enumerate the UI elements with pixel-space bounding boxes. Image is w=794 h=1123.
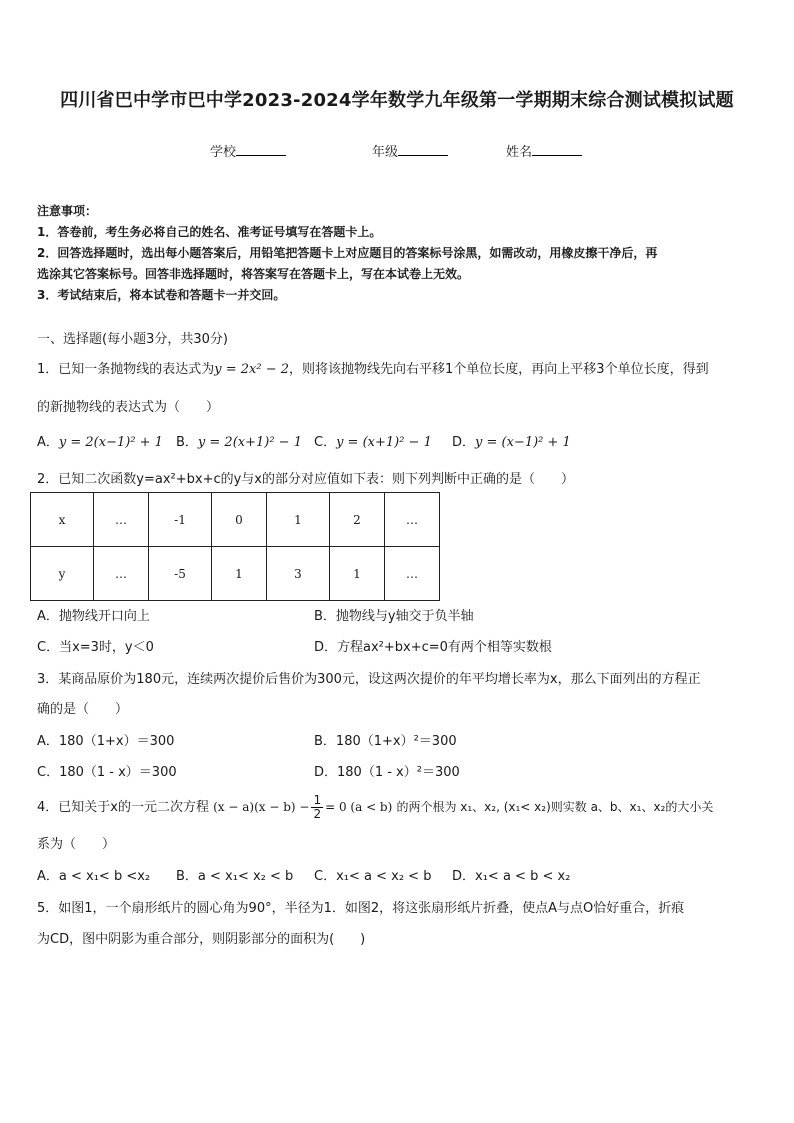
question-5: 5．如图1，一个扇形纸片的圆心角为90°，半径为1．如图2，将这张扇形纸片折叠，使点A与点O恰好重合，折痕 xyxy=(37,901,685,916)
q1-option-b[interactable] xyxy=(176,431,302,450)
name-label: 姓名 xyxy=(506,145,533,160)
notice-item-2a: 2．回答选择题时，选出每小题答案后，用铅笔把答题卡上对应题目的答案标号涂黑，如需改动，用橡皮擦干净后，再 xyxy=(37,246,658,260)
question-4 xyxy=(37,792,757,823)
page-title: 四川省巴中学市巴中学2023-2024学年数学九年级第一学期期末综合测试模拟试题 xyxy=(60,90,734,111)
table-cell: x xyxy=(31,493,94,547)
table-cell: -1 xyxy=(149,493,212,547)
table-cell: 0 xyxy=(212,493,267,547)
q1-option-c-label: C． xyxy=(314,435,337,450)
q1-post: ，则将该抛物线先向右平移1个单位长度，再向上平移3个单位长度，得到 xyxy=(289,362,709,377)
q5-line2: 为CD，图中阴影为重合部分，则阴影部分的面积为( ) xyxy=(37,932,366,947)
q1-option-a-expr: y = 2(x−1)² + 1 xyxy=(58,435,163,450)
q1-option-c[interactable] xyxy=(314,431,432,450)
question-1 xyxy=(37,358,757,377)
q1-option-b-label: B． xyxy=(176,435,198,450)
table-cell: -5 xyxy=(149,547,212,601)
grade-blank[interactable] xyxy=(398,143,448,156)
q4-pre: 4．已知关于x的一元二次方程 xyxy=(37,800,209,815)
school-blank[interactable] xyxy=(236,143,286,156)
table-cell: 2 xyxy=(330,493,385,547)
q4-option-d[interactable]: D．x₁< a < b < x₂ xyxy=(452,869,571,884)
table-cell: 1 xyxy=(212,547,267,601)
notice-item-1: 1．答卷前，考生务必将自己的姓名、准考证号填写在答题卡上。 xyxy=(37,225,382,239)
q2-option-a[interactable]: A．抛物线开口向上 xyxy=(37,609,150,624)
question-2: 2．已知二次函数y=ax²+bx+c的y与x的部分对应值如下表：则下列判断中正确的是（ ） xyxy=(37,472,574,487)
q3-option-c[interactable]: C．180（1 - x）＝300 xyxy=(37,765,177,780)
q3-option-b[interactable]: B．180（1+x）²＝300 xyxy=(314,734,457,749)
notice-item-2b: 选涂其它答案标号。回答非选择题时，将答案写在答题卡上，写在本试卷上无效。 xyxy=(37,267,470,281)
table-cell: … xyxy=(94,493,149,547)
value-table xyxy=(30,492,440,601)
q1-option-d-expr: y = (x−1)² + 1 xyxy=(475,435,571,450)
q2-option-c[interactable]: C．当x=3时，y＜0 xyxy=(37,640,154,655)
q4-option-b[interactable]: B．a < x₁< x₂ < b xyxy=(176,869,294,884)
name-blank[interactable] xyxy=(532,143,582,156)
q3-option-d[interactable]: D．180（1 - x）²＝300 xyxy=(314,765,460,780)
school-label: 学校 xyxy=(210,145,237,160)
q4-post: 的两个根为 x₁、x₂, (x₁< x₂)则实数 a、b、x₁、x₂的大小关 xyxy=(396,800,714,814)
q4-option-a[interactable]: A．a < x₁< b <x₂ xyxy=(37,869,151,884)
table-cell: … xyxy=(94,547,149,601)
q4-option-c[interactable]: C．x₁< a < x₂ < b xyxy=(314,869,432,884)
table-cell: 1 xyxy=(330,547,385,601)
q4-frac-num: 1 xyxy=(313,793,322,807)
q3-option-a[interactable]: A．180（1+x）＝300 xyxy=(37,734,175,749)
q1-pre: 1．已知一条抛物线的表达式为 xyxy=(37,362,215,377)
q2-option-b[interactable]: B．抛物线与y轴交于负半轴 xyxy=(314,609,474,624)
question-3: 3．某商品原价为180元，连续两次提价后售价为300元，设这两次提价的年平均增长率为x，那么下面列出的方程正 xyxy=(37,672,701,687)
q1-expr: y = 2x² − 2 xyxy=(214,362,290,377)
notice-block xyxy=(37,201,757,306)
q2-option-d[interactable]: D．方程ax²+bx+c=0有两个相等实数根 xyxy=(314,640,552,655)
table-cell: y xyxy=(31,547,94,601)
q1-option-a-label: A． xyxy=(37,435,59,450)
q4-fraction xyxy=(311,794,323,821)
q4-eq-right: = 0 (a < b) xyxy=(325,800,393,814)
table-row-y xyxy=(31,547,440,601)
name-field xyxy=(506,141,582,160)
grade-label: 年级 xyxy=(372,145,399,160)
table-cell: 3 xyxy=(267,547,330,601)
section-heading: 一、选择题(每小题3分，共30分) xyxy=(37,332,228,347)
q1-option-d[interactable] xyxy=(452,431,571,450)
q1-option-a[interactable] xyxy=(37,431,163,450)
notice-item-3: 3．考试结束后，将本试卷和答题卡一并交回。 xyxy=(37,288,286,302)
q4-eq-left: (x − a)(x − b) − xyxy=(213,800,310,814)
q4-line2: 系为（ ） xyxy=(37,837,116,852)
table-cell: … xyxy=(385,493,440,547)
q1-option-c-expr: y = (x+1)² − 1 xyxy=(336,435,432,450)
notice-heading: 注意事项： xyxy=(37,204,98,218)
table-cell: 1 xyxy=(267,493,330,547)
q1-option-b-expr: y = 2(x+1)² − 1 xyxy=(197,435,302,450)
table-cell: … xyxy=(385,547,440,601)
table-row-x xyxy=(31,493,440,547)
q4-frac-den: 2 xyxy=(313,807,322,821)
q1-line2: 的新抛物线的表达式为（ ） xyxy=(37,400,220,415)
q3-line2: 确的是（ ） xyxy=(37,702,129,717)
school-field xyxy=(210,141,286,160)
grade-field xyxy=(372,141,448,160)
q1-option-d-label: D． xyxy=(452,435,476,450)
